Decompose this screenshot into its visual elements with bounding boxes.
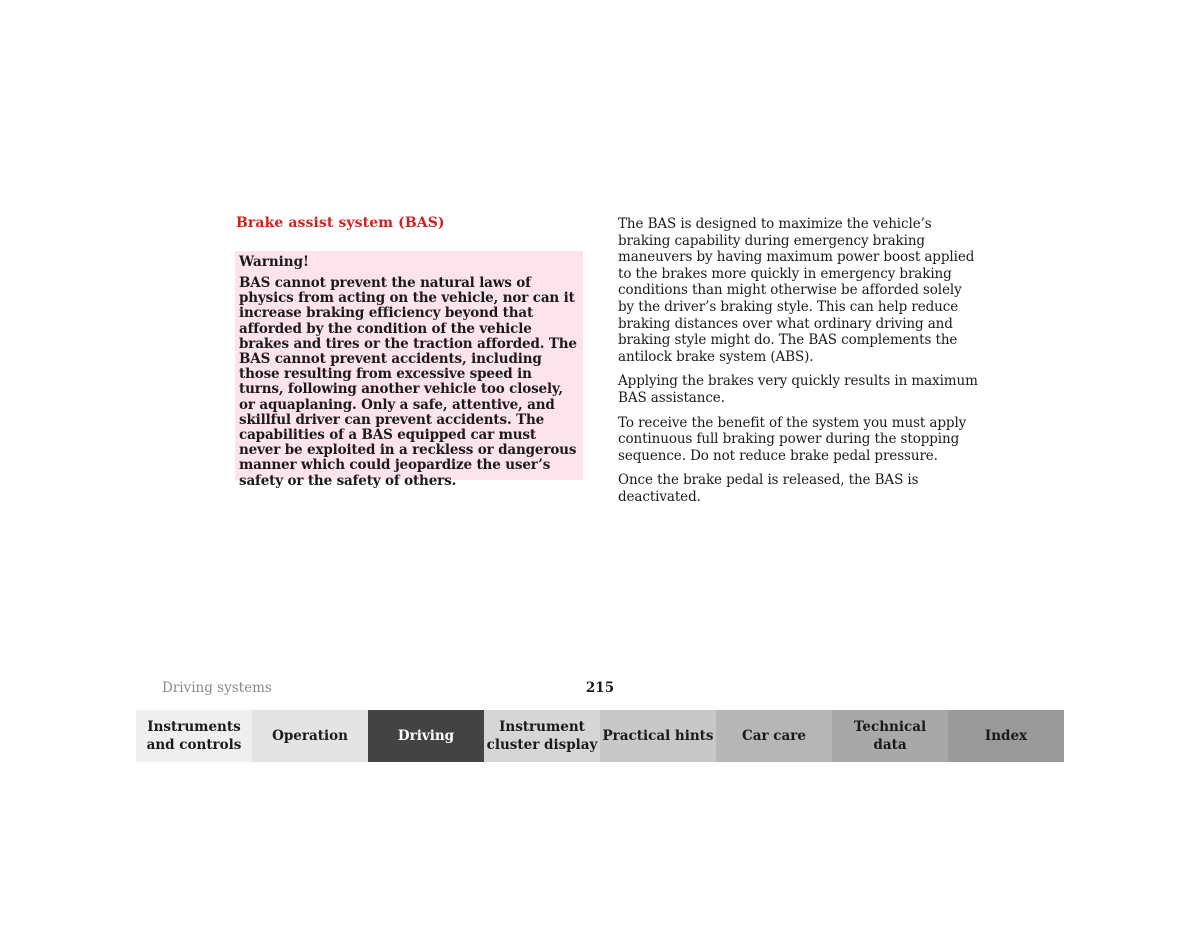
nav-tab-label: Practical hints (602, 728, 714, 744)
nav-tab-label: Driving (397, 728, 455, 744)
nav-tab-driving[interactable] (368, 710, 484, 762)
nav-tab-practical-hints[interactable] (600, 710, 716, 762)
nav-tab-label: Index (984, 728, 1028, 744)
warning-box (235, 251, 583, 489)
section-heading: Brake assist system (BAS) (236, 215, 445, 231)
nav-tab-label: Car care (742, 728, 806, 744)
warning-text: BAS cannot prevent the natural laws of physics from acting on the vehicle, nor can it increase braking efficiency beyond that afforded by the condition of the vehicle brakes and tires or the traction afforded. The BAS cannot prevent accidents, including those resulting from excessive speed in turns, following another vehicle too closely, or aquaplaning. Only a safe, attentive, and skillful driver can prevent accidents. The capabilities of a BAS equipped car must never be exploited in a reckless or dangerous manner which could jeopardize the user’s safety or the safety of others. (239, 275, 577, 489)
nav-tab-index[interactable] (948, 710, 1064, 762)
body-paragraph: Once the brake pedal is released, the BAS is deactivated. (618, 472, 919, 505)
chapter-nav-bar (136, 710, 1064, 762)
nav-tab-car-care[interactable] (716, 710, 832, 762)
warning-title: Warning! (239, 254, 309, 270)
body-paragraph: The BAS is designed to maximize the vehicle’s braking capability during emergency braking maneuvers by having maximum power boost applied to the brakes more quickly in emergency braking conditions than might otherwise be afforded solely by the driver’s braking style. This can help reduce braking distances over what ordinary driving and braking style might do. The BAS complements the antilock brake system (ABS). (618, 216, 975, 365)
body-paragraph: To receive the benefit of the system you must apply continuous full braking power during the stopping sequence. Do not reduce brake pedal pressure. (618, 414, 967, 464)
nav-tab-operation[interactable] (252, 710, 368, 762)
nav-tab-instrument-cluster-display[interactable] (484, 710, 600, 762)
body-paragraph: Applying the brakes very quickly results in maximum BAS assistance. (618, 373, 978, 406)
nav-tab-technical-data[interactable] (832, 710, 948, 762)
footer-section-label: Driving systems (162, 680, 272, 696)
nav-tab-label: Instruments and controls (146, 719, 242, 753)
nav-tab-label: Operation (272, 728, 348, 744)
page-number: 215 (585, 680, 615, 696)
body-text-column (618, 216, 978, 514)
nav-tab-label: Technical data (853, 719, 927, 753)
nav-tab-label: Instrument cluster display (486, 719, 598, 753)
nav-tab-instruments-and-controls[interactable] (136, 710, 252, 762)
